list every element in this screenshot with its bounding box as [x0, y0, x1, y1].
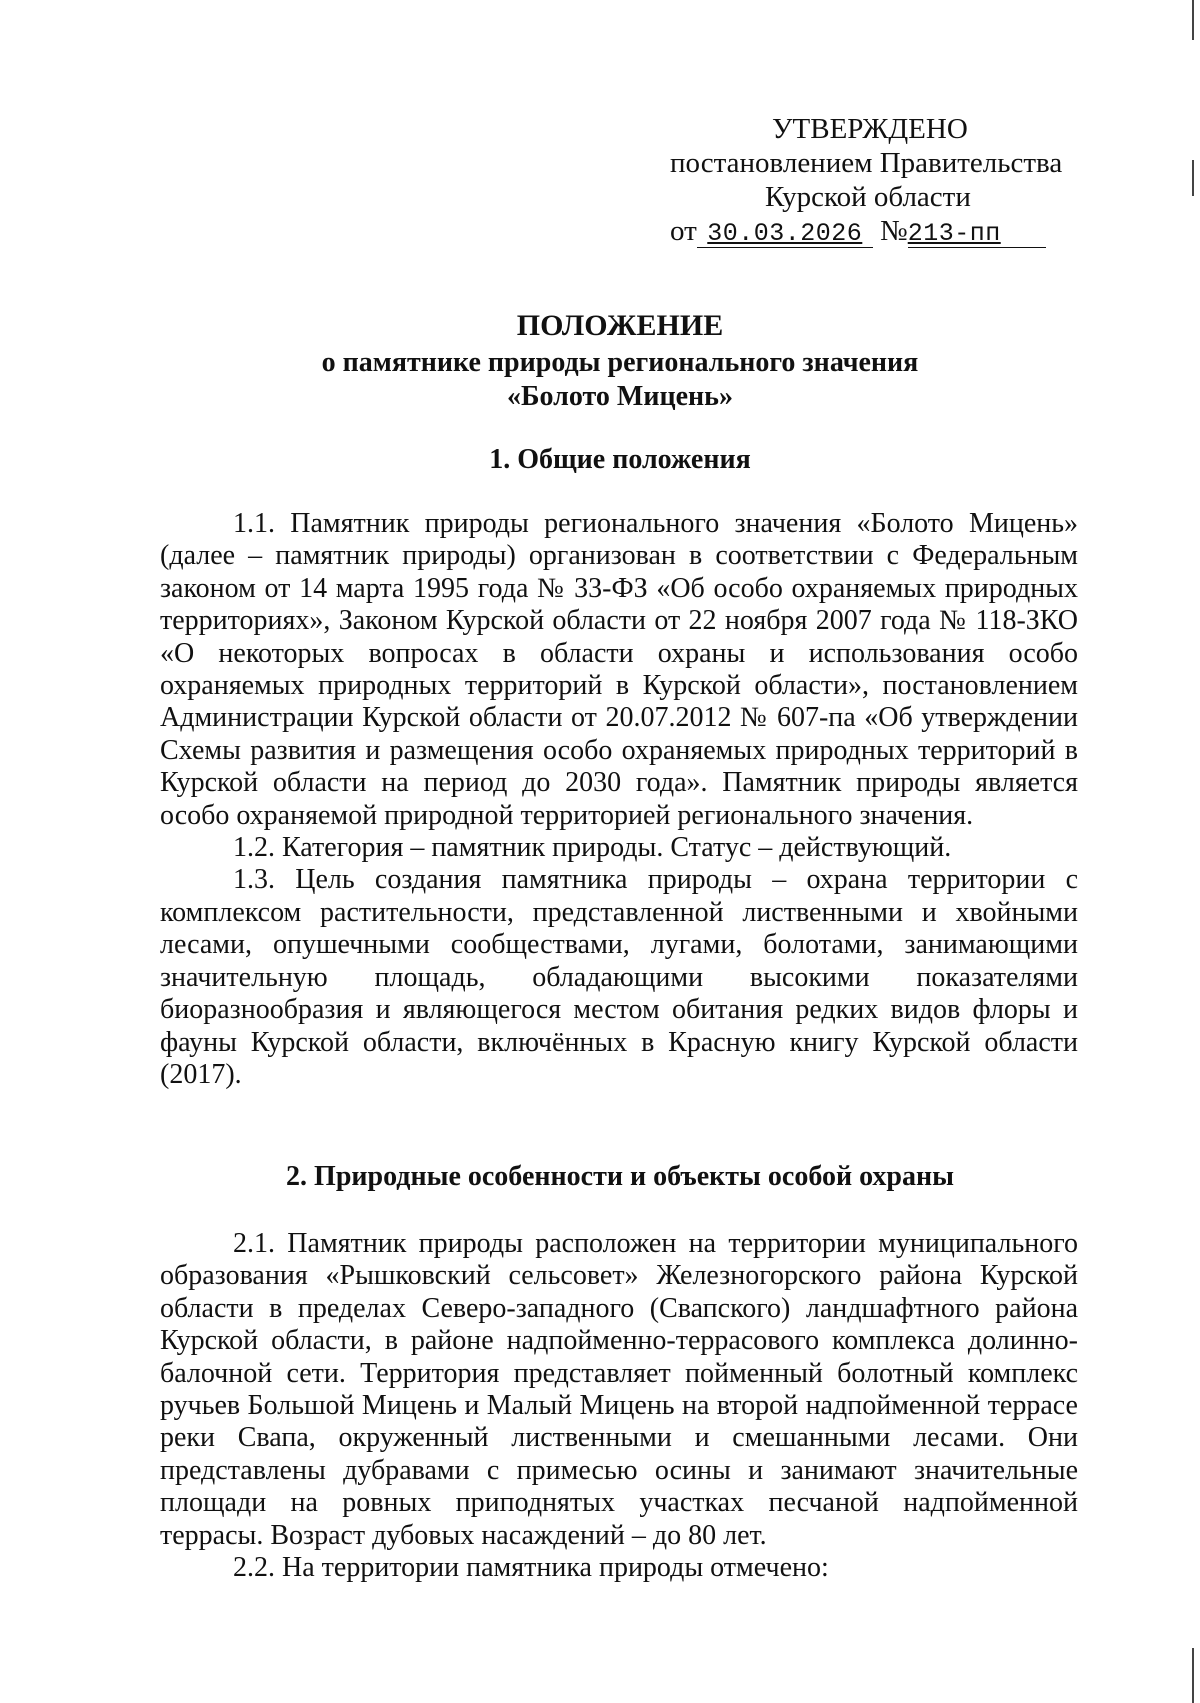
scan-edge-mark-middle [1192, 160, 1194, 196]
section1-body [160, 508, 1078, 1091]
approval-region-line: Курской области [765, 181, 971, 213]
scan-edge-mark-bottom [1192, 1648, 1194, 1703]
number-prefix: № [880, 215, 908, 247]
number-value: 213-пп [907, 219, 1001, 248]
section2-body [160, 1228, 1078, 1584]
date-prefix: от [670, 215, 697, 247]
section2-heading: 2. Природные особенности и объекты особой охраны [286, 1161, 954, 1192]
approval-date-number-line [670, 214, 1070, 248]
section1-heading: 1. Общие положения [489, 444, 751, 475]
paragraph-2-1: 2.1. Памятник природы расположен на территории муниципального образования «Рышковский сельсовет» Железногорского района Курской области в пределах Северо-западного (Свапского) ландшафтного района Курской области, в районе надпойменно-террасового комплекса долинно-балочной сети. Территория представляет пойменный болотный комплекс ручьев Большой Мицень и Малый Мицень на второй надпойменной террасе реки Свапа, окруженный лиственными и смешанными лесами. Они представлены дубравами с примесью осины и занимают значительные площади на ровных приподнятых участках песчаной надпойменной террасы. Возраст дубовых насаждений – до 80 лет. [160, 1228, 1078, 1551]
document-title-block [160, 306, 1080, 414]
document-subtitle-line2: «Болото Мицень» [507, 381, 733, 412]
document-subtitle-line1: о памятнике природы регионального значения [321, 347, 919, 378]
paragraph-1-2: 1.2. Категория – памятник природы. Статус – действующий. [233, 832, 952, 864]
scan-edge-mark-top [1192, 0, 1194, 40]
document-title: ПОЛОЖЕНИЕ [516, 309, 724, 342]
paragraph-2-2: 2.2. На территории памятника природы отмечено: [233, 1552, 829, 1584]
approval-issuer-line: постановлением Правительства [670, 147, 1063, 179]
approval-stamp-block [670, 112, 1070, 248]
number-field [908, 218, 1046, 248]
paragraph-1-1: 1.1. Памятник природы регионального значения «Болото Мицень» (далее – памятник природы) организован в соответствии с Федеральным законом от 14 марта 1995 года № 33-ФЗ «Об особо охраняемых природных территориях», Законом Курской области от 22 ноября 2007 года № 118-ЗКО «О некоторых вопросах в области охраны и использования особо охраняемых природных территорий в Курской области», постановлением Администрации Курской области от 20.07.2012 № 607-па «Об утверждении Схемы развития и размещения особо охраняемых природных территорий в Курской области на период до 2030 года». Памятник природы является особо охраняемой природной территорией регионального значения. [160, 508, 1078, 831]
date-field [697, 218, 873, 248]
paragraph-1-3: 1.3. Цель создания памятника природы – охрана территории с комплексом растительности, представленной лиственными и хвойными лесами, опушечными сообществами, лугами, болотами, занимающими значительную площадь, обладающими высокими показателями биоразнообразия и являющегося местом обитания редких видов флоры и фауны Курской области, включённых в Красную книгу Курской области (2017). [160, 864, 1078, 1090]
date-value: 30.03.2026 [707, 219, 863, 248]
approval-heading: УТВЕРЖДЕНО [772, 113, 968, 145]
